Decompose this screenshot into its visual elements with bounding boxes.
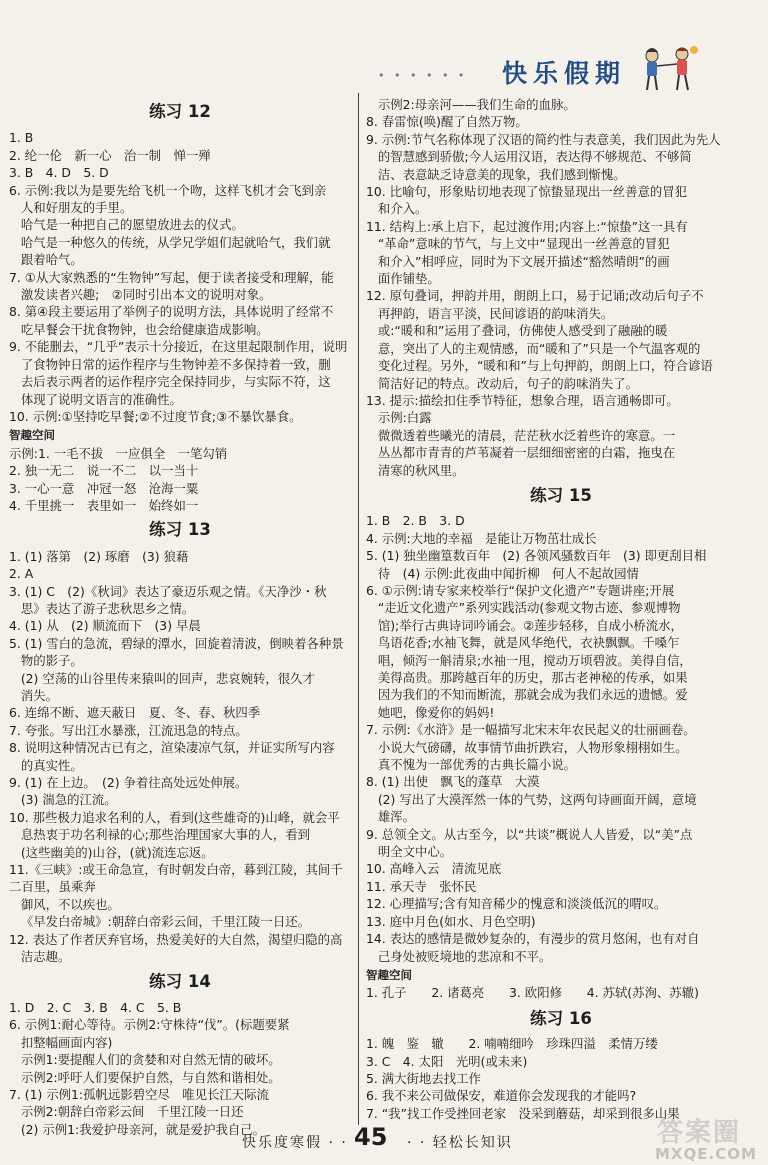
- answer-line: 14. 表达的感情是微妙复杂的，有漫步的赏月悠闲，也有对自: [366, 931, 700, 947]
- answer-line: 2. 纶一伦 新一心 治一制 惮一殚: [9, 147, 211, 163]
- answer-line: 和介入。: [366, 201, 428, 217]
- answer-line: 吃早餐会干扰食物钟，也会给健康造成影响。: [9, 321, 269, 337]
- answer-line: 1. B 2. B 3. D: [366, 513, 465, 529]
- answer-line: 1. 魄 鉴 辙 2. 喃喃细吟 珍珠四溢 柔情万缕: [366, 1036, 658, 1052]
- answer-line: 7. 示例:《水浒》是一幅描写北宋末年农民起义的壮丽画卷。: [366, 722, 696, 738]
- answer-line: 息热衷于功名利禄的心;那些治理国家大事的人，看到: [9, 827, 310, 843]
- answer-line: 示例2:母亲河——我们生命的血脉。: [366, 97, 576, 112]
- answer-line: 11. 结构上:承上启下，起过渡作用;内容上:“惊蛰”这一具有: [366, 218, 688, 234]
- answer-line: 3. 一心一意 冲冠一怒 沧海一粟: [9, 480, 199, 496]
- answer-line: 雄浑。: [366, 809, 415, 825]
- footer-left-text: 快乐度寒假 · ·: [242, 1135, 348, 1151]
- footer: [232, 1125, 572, 1157]
- answer-line: 9. 不能删去，“几乎”表示十分接近，在这里起限制作用，说明: [9, 339, 348, 355]
- answer-line: (这些幽美的)山谷，(就)流连忘返。: [9, 844, 214, 860]
- answer-line: 示例1:要提醒人们的贪婪和对自然无情的破坏。: [9, 1052, 281, 1068]
- answer-line: 6. 连绵不断、遮天蔽日 夏、冬、春、秋四季: [9, 705, 261, 721]
- answer-line: 8. 第④段主要运用了举例子的说明方法，具体说明了经常不: [9, 304, 334, 320]
- answer-line: 她吧，像爱你的妈妈!: [366, 704, 495, 720]
- answer-line: 1. 孔子 2. 诸葛亮 3. 欧阳修 4. 苏轼(苏洵、苏辙): [366, 985, 699, 1001]
- section-title: 练习 15: [530, 485, 592, 505]
- answer-line: 7. ①从大家熟悉的“生物钟”写起，便于读者接受和理解，能: [9, 269, 334, 285]
- answer-line: 6. 示例1:耐心等待。示例2:守株待“伐”。(标题要紧: [9, 1017, 290, 1033]
- answer-line: 7. “我”找工作受挫回老家 没采到蘑菇，却采到很多山果: [366, 1105, 680, 1121]
- answer-line: 9. (1) 在上边。 (2) 争着往高处远处伸展。: [9, 775, 248, 791]
- answer-line: 示例:白露: [366, 410, 432, 426]
- answer-line: 10. 示例:①坚持吃早餐;②不过度节食;③不暴饮暴食。: [9, 408, 302, 424]
- column-divider: [358, 93, 359, 1125]
- right-column: [366, 96, 756, 1122]
- answer-line: 面作铺垫。: [366, 271, 440, 287]
- subsection-title: 智趣空间: [366, 967, 412, 982]
- answer-line: 7. (1) 示例1:孤帆远影碧空尽 唯见长江天际流: [9, 1086, 269, 1102]
- answer-line: 5. (1) 独坐幽篁数百年 (2) 各领风骚数百年 (3) 即更刮目相: [366, 548, 707, 564]
- answer-line: 简洁好记的特点。改动后，句子的韵味消失了。: [366, 375, 639, 391]
- answer-line: 丛丛都市青青的芦苇凝着一层细细密密的白霜，拖曳在: [366, 445, 676, 461]
- answer-line: 微微透着些曦光的清晨，茫茫秋水泛着些许的寒意。一: [366, 427, 676, 443]
- answer-line: 物的影子。: [9, 653, 83, 669]
- answer-line: 哈气是一种把自己的愿望放进去的仪式。: [9, 217, 244, 233]
- answer-line: 11.《三峡》:或王命急宣，有时朝发白帝，暮到江陵，其间千二百里，虽乘奔: [9, 862, 343, 895]
- answer-line: 意，突出了人的主观情感，而“暖和了”只是一个气温客观的: [366, 340, 701, 356]
- section-title: 练习 13: [149, 520, 211, 540]
- answer-line: 4. 千里挑一 表里如一 始终如一: [9, 497, 199, 513]
- answer-line: 变化过程。另外，“暖和和”与上句押韵，朗朗上口，符合谚语: [366, 358, 713, 374]
- answer-line: 人和好朋友的手里。: [9, 200, 133, 216]
- answer-line: 清寒的秋风里。: [366, 462, 465, 478]
- answer-line: 洁志趣。: [9, 949, 71, 965]
- kids-illustration-icon: [638, 44, 700, 96]
- answer-line: 3. B 4. D 5. D: [9, 165, 109, 181]
- section-title: 练习 16: [530, 1008, 592, 1028]
- section-title: 练习 12: [149, 102, 211, 121]
- answer-line: 真不愧为一部优秀的古典长篇小说。: [366, 757, 577, 773]
- answer-line: (3) 湍急的江流。: [9, 792, 117, 808]
- answer-line: 思》表达了游子悲秋思乡之情。: [9, 600, 195, 616]
- answer-line: 3. (1) C (2)《秋词》表达了豪迈乐观之情。《天净沙・秋: [9, 583, 327, 599]
- answer-line: 美得高贵。那跨越百年的历史，那古老神秘的传承，如果: [366, 670, 688, 685]
- answer-line: 10. 高峰入云 清流见底: [366, 861, 502, 877]
- answer-line: 12. 原句叠词，押韵并用，朗朗上口，易于记诵;改动后句子不: [366, 288, 704, 304]
- answer-line: 13. 提示:描绘扣住季节特征，想象合理，语言通畅即可。: [366, 392, 679, 408]
- answer-line: 和介入”相呼应，同时为下文展开描述“豁然晴朗”的画: [366, 253, 670, 269]
- answer-line: 馆);举行古典诗词吟诵会。②莲步轻移，自成小桥流水，: [366, 617, 683, 633]
- answer-line: 1. B: [9, 130, 34, 146]
- answer-line: 4. 示例:大地的幸福 是能让万物茁壮成长: [366, 530, 597, 546]
- answer-line: 小说大气磅礴，故事情节曲折跌宕，人物形象栩栩如生。: [366, 739, 688, 755]
- section-title: 练习 14: [149, 971, 211, 991]
- answer-line: 2. 独一无二 说一不二 以一当十: [9, 463, 199, 479]
- watermark: [655, 1112, 765, 1162]
- answer-line: 待 (4) 示例:此夜曲中闻折柳 何人不起故园情: [366, 565, 639, 581]
- answer-line: 10. 比喻句，形象贴切地表现了惊蛰显现出一丝善意的冒犯: [366, 184, 688, 200]
- footer-right-text: · · 轻松长知识: [407, 1135, 513, 1151]
- header-dots: • • • • • •: [378, 69, 468, 82]
- answer-line: 8. 春雷惊(唤)醒了自然万物。: [366, 114, 528, 130]
- answer-line: 明全文中心。: [366, 844, 453, 860]
- answer-line: 示例2:朝辞白帝彩云间 千里江陵一日还: [9, 1104, 244, 1120]
- answer-line: 扣整幅画面内容): [9, 1034, 113, 1050]
- answer-line: 11. 承天寺 张怀民: [366, 878, 477, 894]
- answer-line: 的智慧感到骄傲;今人运用汉语，表达得不够规范、不够简: [366, 149, 692, 165]
- answer-line: (2) 写出了大漠浑然一体的气势，这两句诗画面开阔，意境: [366, 791, 697, 807]
- answer-line: 8. (1) 出使 飘飞的蓬草 大漠: [366, 774, 540, 790]
- left-column: [9, 96, 351, 1138]
- watermark-url: MXQE.COM: [655, 1145, 757, 1163]
- answer-line: 鸟语花香;水袖飞舞，就是风华绝代，衣袂飘飘。千嗓乍: [366, 635, 680, 651]
- answer-line: 己身处被贬境地的悲凉和不平。: [366, 948, 552, 964]
- answer-line: 2. A: [9, 566, 34, 582]
- answer-line: 洁、表意缺乏诗意美的现象，我们感到惭愧。: [366, 166, 626, 182]
- answer-line: 再押韵，语言平淡，民间谚语的韵味消失。: [366, 305, 614, 321]
- answer-line: 了食物钟日常的运作程序与生物钟差不多保持着一致，删: [9, 356, 331, 372]
- answer-line: 9. 总领全文。从古至今，以“共谈”概说人人皆爱，以“美”点: [366, 826, 693, 842]
- answer-line: 10. 那些极力追求名利的人，看到(这些雄奇的)山峰，就会平: [9, 809, 340, 825]
- answer-line: 示例:1. 一毛不拔 一应俱全 一笔勾销: [9, 445, 228, 461]
- answer-line: 8. 说明这种情况古已有之，渲染凄凉气氛，并证实所写内容: [9, 740, 335, 756]
- answer-line: 体现了说明文语言的准确性。: [9, 391, 182, 407]
- answer-line: (2) 空荡的山谷里传来猿叫的回声，悲哀婉转，很久才: [9, 670, 315, 686]
- answer-line: 因为我们的不知而断流，那就会成为我们永远的遗憾。爱: [366, 687, 688, 703]
- answer-line: 13. 庭中月色(如水、月色空明): [366, 913, 536, 929]
- subsection-title: 智趣空间: [9, 428, 55, 443]
- answer-line: 12. 心理描写;含有知音稀少的愧意和淡淡低沉的喟叹。: [366, 896, 667, 912]
- answer-line: 5. 满大街地去找工作: [366, 1070, 481, 1086]
- answer-line: 或:“暖和和”运用了叠词，仿佛使人感受到了融融的暖: [366, 323, 668, 339]
- answer-line: 1. D 2. C 3. B 4. C 5. B: [9, 999, 182, 1015]
- answer-line: 4. (1) 从 (2) 顺流而下 (3) 早晨: [9, 618, 201, 634]
- answer-line: 去后表示两者的运作程序完全保持同步，与实际不符，这: [9, 374, 331, 390]
- answer-line: 御风，不以疾也。: [9, 896, 120, 912]
- answer-line: 激发读者兴趣; ②同时引出本文的说明对象。: [9, 287, 272, 303]
- answer-line: 6. 示例:我以为是要先给飞机一个吻，这样飞机才会飞到亲: [9, 182, 327, 198]
- answer-line: 跟着哈气。: [9, 252, 83, 268]
- answer-line: 5. (1) 雪白的急流，碧绿的潭水，回旋着清波，倒映着各种景: [9, 635, 344, 651]
- answer-line: 哈气是一种悠久的传统，从学兄学姐们起就哈气，我们就: [9, 234, 331, 250]
- answer-line: 《早发白帝城》:朝辞白帝彩云间，千里江陵一日还。: [9, 914, 310, 930]
- header-title: 快乐假期: [502, 59, 627, 88]
- answer-line: 1. (1) 落第 (2) 琢磨 (3) 狼藉: [9, 548, 189, 564]
- page-number: 45: [354, 1123, 388, 1151]
- watermark-logo: 答案圈: [657, 1118, 742, 1148]
- answer-line: 12. 表达了作者厌弃官场，热爱美好的大自然，渴望归隐的高: [9, 931, 343, 947]
- answer-line: “走近文化遗产”系列实践活动(参观文物古迹、参观博物: [366, 600, 681, 616]
- answer-line: “革命”意味的节气，与上文中“显现出一丝善意的冒犯: [366, 236, 670, 252]
- answer-line: 6. 我不来公司做保安，难道你会发现我的才能吗?: [366, 1088, 637, 1104]
- answer-line: 6. ①示例:请专家来校举行“保护文化遗产”专题讲座;开展: [366, 582, 675, 598]
- answer-line: (2) 示例1:我爱护母亲河，就是爱护我自己。: [9, 1121, 266, 1137]
- answer-line: 的真实性。: [9, 757, 83, 773]
- answer-line: 9. 示例:节气名称体现了汉语的简约性与表意美，我们因此为先人: [366, 131, 721, 147]
- answer-line: 唱，倾泻一斛清泉;水袖一甩，搅动万顷碧波。美得自信，: [366, 652, 692, 668]
- answer-line: 示例2:呼吁人们要保护自然，与自然和谐相处。: [9, 1069, 281, 1085]
- header-banner: [370, 52, 762, 94]
- answer-line: 3. C 4. 太阳 光明(或未来): [366, 1053, 528, 1069]
- answer-line: 7. 夸张。写出江水暴涨，江流迅急的特点。: [9, 722, 248, 738]
- answer-line: 消失。: [9, 688, 58, 703]
